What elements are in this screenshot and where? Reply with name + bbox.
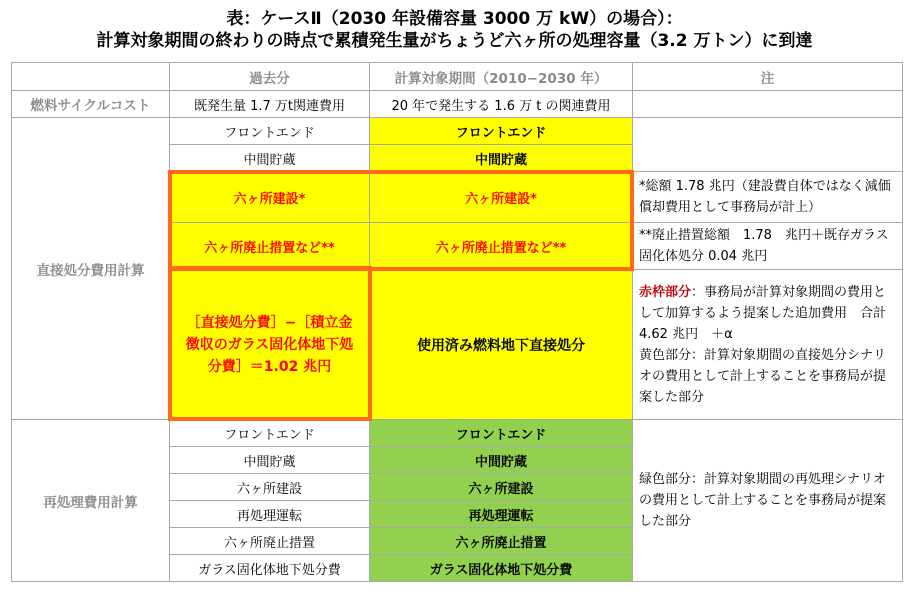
fuel-cycle-past: 既発生量 1.7 万t関連費用 (170, 91, 370, 118)
rokkasho-decom-past: 六ヶ所廃止措置など** (170, 223, 370, 270)
fuel-cycle-note (633, 91, 903, 118)
rokkasho-decom-period: 六ヶ所廃止措置など** (370, 223, 633, 270)
direct-front-end-past: フロントエンド (170, 118, 370, 145)
note-yellow-text: 黄色部分：計算対象期間の直接処分シナリオの費用として計上することを事務局が提案した部分 (639, 347, 887, 405)
repro-period-4: 六ヶ所廃止措置 (370, 528, 633, 555)
title-line-2: 計算対象期間の終わりの時点で累積発生量がちょうど六ヶ所の処理容量（3.2 万トン）に到達 (96, 31, 813, 51)
header-past: 過去分 (170, 63, 370, 91)
repro-past-3: 再処理運転 (170, 501, 370, 528)
note-green: 緑色部分：計算対象期間の再処理シナリオの費用として計上することを事務局が提案した部分 (633, 420, 903, 582)
direct-disposal-past: ［直接処分費］−［積立金徴収のガラス固化体地下処分費］＝1.02 兆円 (170, 270, 370, 420)
repro-past-2: 六ヶ所建設 (170, 474, 370, 501)
direct-storage-past: 中間貯蔵 (170, 145, 370, 172)
note-frames (633, 270, 903, 420)
repro-past-4: 六ヶ所廃止措置 (170, 528, 370, 555)
repro-past-0: フロントエンド (170, 420, 370, 447)
repro-period-0: フロントエンド (370, 420, 633, 447)
note-build: *総額 1.78 兆円（建設費自体ではなく減価償却費用として事務局が計上） (633, 172, 903, 223)
direct-storage-period: 中間貯蔵 (370, 145, 633, 172)
repro-past-1: 中間貯蔵 (170, 447, 370, 474)
header-note: 注 (633, 63, 903, 91)
table-row (12, 118, 903, 145)
direct-front-end-period: フロントエンド (370, 118, 633, 145)
header-period: 計算対象期間（2010−2030 年） (370, 63, 633, 91)
repro-past-5: ガラス固化体地下処分費 (170, 555, 370, 582)
note-decom: **廃止措置総額 1.78 兆円＋既存ガラス固化体処分 0.04 兆円 (633, 223, 903, 270)
direct-disposal-label: 直接処分費用計算 (12, 118, 170, 420)
direct-note-empty (633, 118, 903, 172)
header-empty (12, 63, 170, 91)
table-row (12, 420, 903, 447)
fuel-cycle-row (12, 91, 903, 118)
rokkasho-build-period: 六ヶ所建設* (370, 172, 633, 223)
reprocessing-label: 再処理費用計算 (12, 420, 170, 582)
repro-period-1: 中間貯蔵 (370, 447, 633, 474)
direct-disposal-period: 使用済み燃料地下直接処分 (370, 270, 633, 420)
repro-period-2: 六ヶ所建設 (370, 474, 633, 501)
title-line-1: 表：ケースⅡ（2030 年設備容量 3000 万 kW）の場合）： (226, 9, 683, 29)
note-red-label: 赤枠部分 (639, 284, 692, 300)
repro-period-5: ガラス固化体地下処分費 (370, 555, 633, 582)
fuel-cycle-label: 燃料サイクルコスト (12, 91, 170, 118)
fuel-cycle-period: 20 年で発生する 1.6 万 t の関連費用 (370, 91, 633, 118)
note-red-text: ：事務局が計算対象期間の費用として加算するよう提案した追加費用 合計 4.62 兆円 ＋α (639, 284, 887, 342)
rokkasho-build-past: 六ヶ所建設* (170, 172, 370, 223)
header-row (12, 63, 903, 91)
repro-period-3: 再処理運転 (370, 501, 633, 528)
cost-table (11, 62, 903, 582)
